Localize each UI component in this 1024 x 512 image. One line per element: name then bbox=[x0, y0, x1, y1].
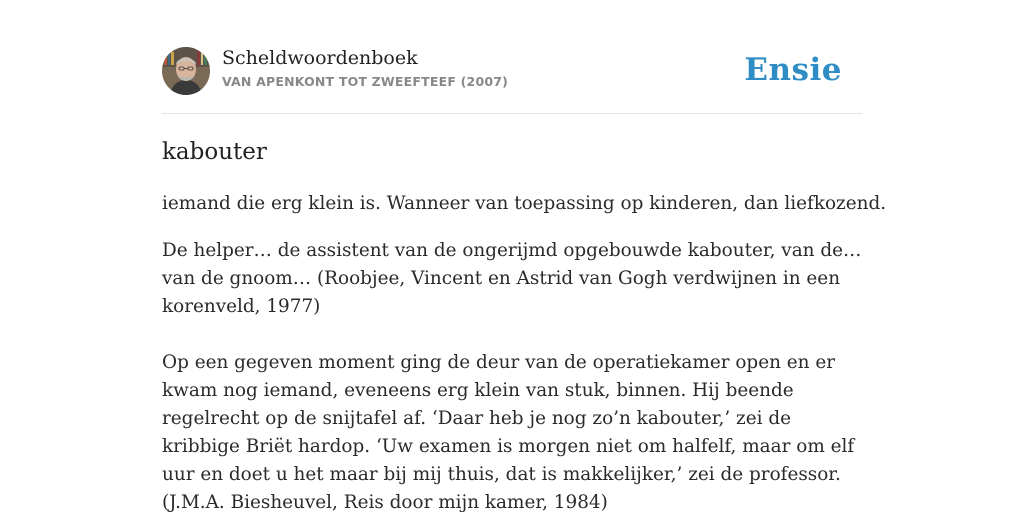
entry-definition: iemand die erg klein is. Wanneer van toepassing op kinderen, dan liefkozend. bbox=[162, 193, 887, 214]
entry-quote: Op een gegeven moment ging de deur van de operatiekamer open en er kwam nog iemand, eveneens erg klein van stuk, binnen. Hij beende regelrecht op de snijtafel af. ‘Daar heb je nog zo’n kabouter,’ zei de kribbige Briët hardop. ‘Uw examen is morgen niet om halfelf, maar om elf uur en doet u het maar bij mij thuis, dat is makkelijker,’ zei de professor. (J.M.A. Biesheuvel, Reis door mijn kamer, 1984) bbox=[162, 352, 855, 512]
entry-header bbox=[162, 46, 862, 96]
header-divider bbox=[162, 113, 862, 114]
entry-quote: De helper… de assistent van de ongerijmd opgebouwde kabouter, van de… van de gnoom… (Roobjee, Vincent en Astrid van Gogh verdwijnen in een korenveld, 1977) bbox=[162, 240, 862, 317]
ensie-logo[interactable]: Ensie bbox=[744, 52, 842, 88]
author-name[interactable]: Scheldwoordenboek bbox=[222, 47, 418, 69]
author-avatar[interactable] bbox=[162, 47, 210, 95]
entry-title: kabouter bbox=[162, 139, 267, 165]
author-subtitle: VAN APENKONT TOT ZWEEFTEEF (2007) bbox=[222, 74, 509, 89]
